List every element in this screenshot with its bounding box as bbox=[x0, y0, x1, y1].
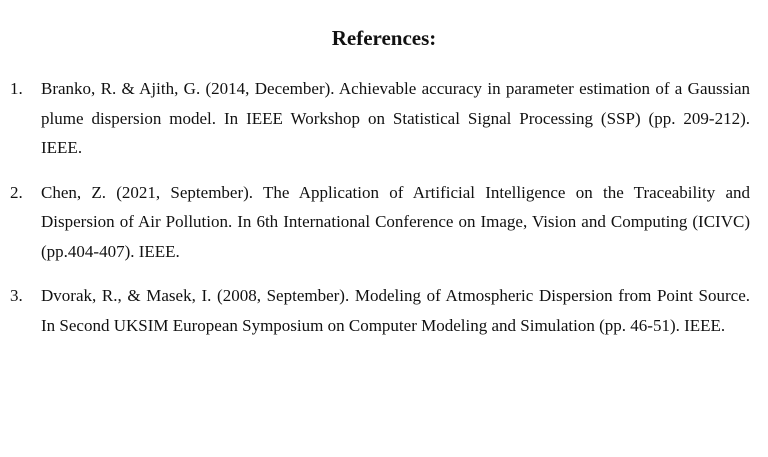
reference-number: 3. bbox=[10, 286, 23, 305]
references-heading: References: bbox=[331, 26, 437, 50]
reference-number: 2. bbox=[10, 182, 23, 202]
reference-text: Branko, R. & Ajith, G. (2014, December). Achievable accuracy in parameter estimation of a Gaussian plume dispersion model. In IEEE Workshop on Statistical Signal Processing (SSP) (pp. 209-212). IEEE. bbox=[41, 79, 750, 157]
reference-item-1 bbox=[10, 74, 750, 163]
reference-text: Dvorak, R., & Masek, I. (2008, September). Modeling of Atmospheric Dispersion from Point Source. In Second UKSIM European Symposium on Computer Modeling and Simulation (pp. 46-51). IEEE. bbox=[41, 286, 750, 335]
reference-list bbox=[10, 74, 750, 355]
reference-number: 1. bbox=[10, 79, 23, 98]
reference-item-3 bbox=[10, 281, 750, 340]
reference-text: Chen, Z. (2021, September). The Application of Artificial Intelligence on the Traceability and Dispersion of Air Pollution. In 6th International Conference on Image, Vision and Computing (ICIVC) (pp.404-407). IEEE. bbox=[41, 182, 750, 261]
reference-item-2 bbox=[10, 178, 750, 267]
